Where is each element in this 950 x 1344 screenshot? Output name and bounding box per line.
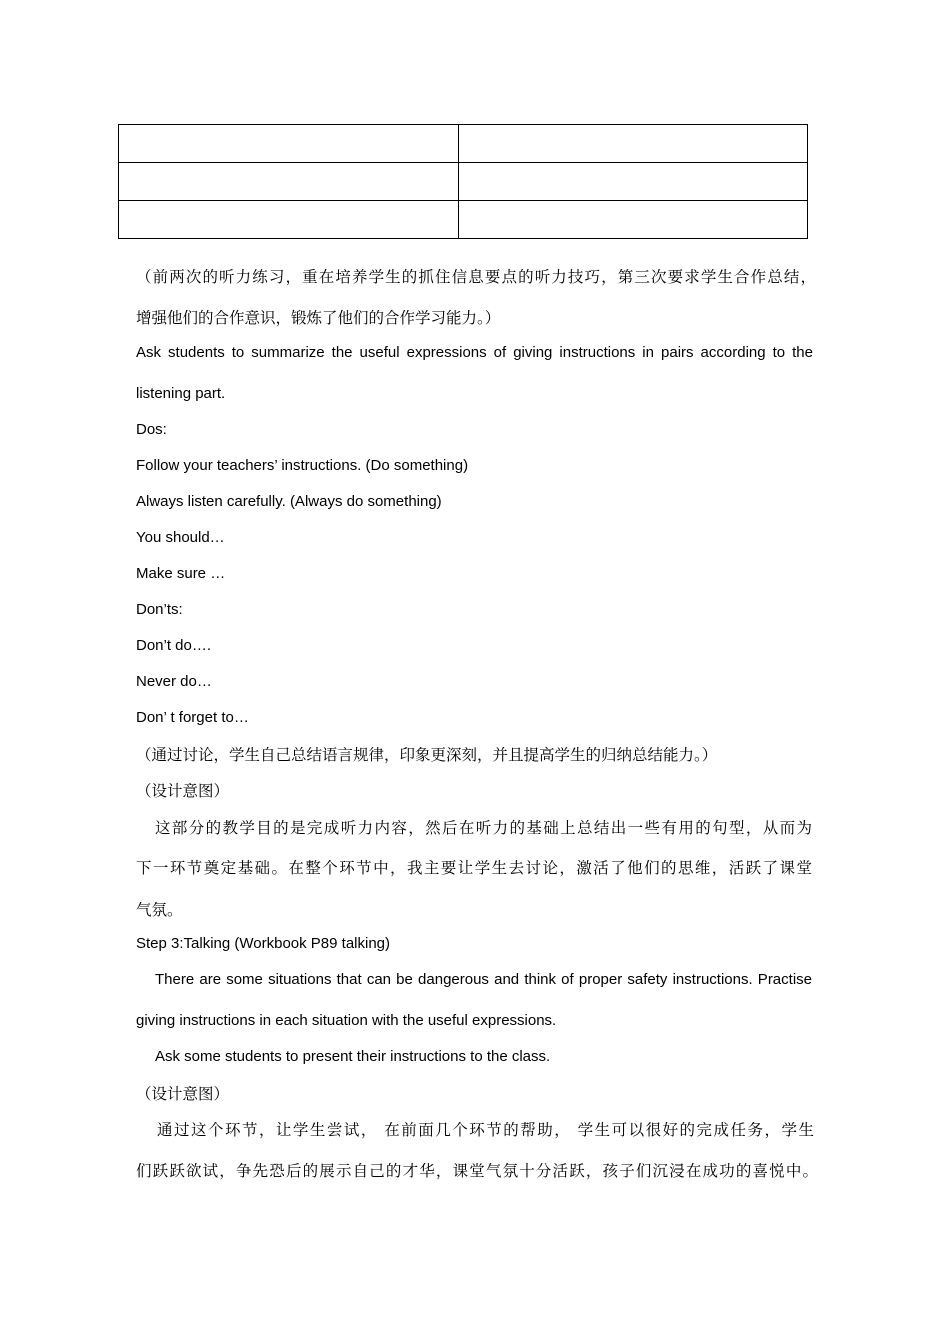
donts-item: Never do… [136, 673, 212, 690]
dos-item: Make sure … [136, 565, 226, 582]
table-cell [119, 163, 459, 201]
dos-item: Always listen carefully. (Always do something) [136, 493, 442, 510]
task-summarize: Ask students to summarize the useful expressions of giving instructions in pairs according to the [136, 344, 813, 361]
task-summarize-cont: listening part. [136, 385, 226, 402]
note-listening-purpose: （前两次的听力练习，重在培养学生的抓住信息要点的听力技巧，第三次要求学生合作总结， [136, 268, 816, 286]
step-3-heading: Step 3:Talking (Workbook P89 talking) [136, 935, 391, 952]
talking-present: Ask some students to present their instructions to the class. [155, 1048, 551, 1065]
design-intent-heading-2: （设计意图） [136, 1085, 230, 1103]
dos-heading: Dos: [136, 421, 167, 438]
talking-instructions: There are some situations that can be dangerous and think of proper safety instructions. Practise [155, 971, 812, 988]
talking-instructions-cont: giving instructions in each situation with the useful expressions. [136, 1012, 557, 1029]
note-discussion: （通过讨论，学生自己总结语言规律，印象更深刻，并且提高学生的归纳总结能力。） [136, 746, 718, 764]
dos-item: You should… [136, 529, 225, 546]
table-cell [459, 163, 808, 201]
design-intent-paragraph-2: 通过这个环节，让学生尝试， 在前面几个环节的帮助， 学生可以很好的完成任务，学生 [157, 1121, 814, 1139]
table-cell [459, 201, 808, 239]
table-cell [119, 201, 459, 239]
table-cell [119, 125, 459, 163]
note-listening-purpose-cont: 增强他们的合作意识，锻炼了他们的合作学习能力。） [136, 309, 501, 327]
design-intent-heading: （设计意图） [136, 782, 230, 800]
design-intent-paragraph: 这部分的教学目的是完成听力内容，然后在听力的基础上总结出一些有用的句型，从而为 [155, 819, 812, 837]
empty-table [118, 124, 808, 239]
donts-item: Don’t do…. [136, 637, 212, 654]
design-intent-paragraph-2-cont: 们跃跃欲试，争先恐后的展示自己的才华，课堂气氛十分活跃，孩子们沉浸在成功的喜悦中。 [136, 1162, 818, 1180]
donts-item: Don’ t forget to… [136, 709, 249, 726]
table-row [119, 201, 808, 239]
design-intent-paragraph-cont: 下一环节奠定基础。在整个环节中，我主要让学生去讨论，激活了他们的思维，活跃了课堂 [136, 859, 812, 877]
dos-item: Follow your teachers’ instructions. (Do something) [136, 457, 469, 474]
design-intent-paragraph-end: 气氛。 [136, 901, 183, 919]
table-row [119, 125, 808, 163]
table-cell [459, 125, 808, 163]
donts-heading: Don’ts: [136, 601, 183, 618]
table-row [119, 163, 808, 201]
